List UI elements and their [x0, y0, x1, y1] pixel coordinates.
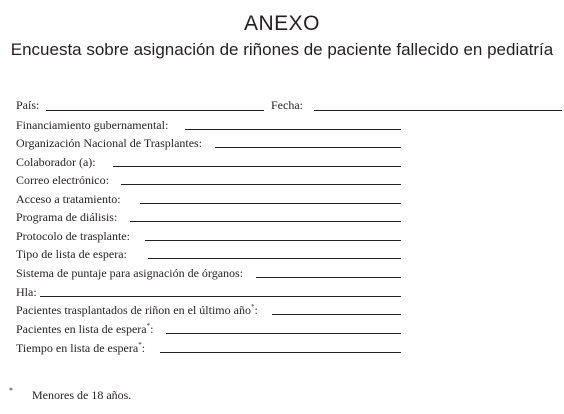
correo-label: Correo electrónico: [16, 173, 109, 187]
dialisis-label: Programa de diálisis: [16, 210, 118, 224]
trasplantados-colon: : [254, 303, 258, 317]
footnote-text: Menores de 18 años. [32, 388, 132, 402]
colaborador-line[interactable] [113, 166, 401, 167]
protocolo-line[interactable] [145, 240, 401, 241]
pacientes-lista-colon: : [150, 322, 154, 336]
fecha-label: Fecha: [271, 98, 303, 112]
hla-label: Hla: [16, 285, 37, 299]
trasplantados-line[interactable] [272, 314, 401, 315]
trasplantados-label [16, 303, 258, 317]
tiempo-lista-text: Tiempo en lista de espera [16, 341, 139, 355]
protocolo-label: Protocolo de trasplante: [16, 229, 130, 243]
correo-line[interactable] [121, 184, 401, 185]
annex-title: ANEXO [243, 12, 321, 35]
trasplantados-text: Pacientes trasplantados de riñon en el último año [16, 303, 251, 317]
acceso-label: Acceso a tratamiento: [16, 192, 121, 206]
pais-label: País: [16, 98, 40, 112]
hla-line[interactable] [40, 296, 401, 297]
trasplantados-asterisk: * [250, 303, 255, 311]
dialisis-line[interactable] [130, 221, 401, 222]
tiempo-lista-asterisk: * [138, 341, 142, 349]
acceso-line[interactable] [140, 203, 401, 204]
fecha-line[interactable] [314, 110, 562, 111]
financiamiento-label: Financiamiento gubernamental: [16, 118, 169, 132]
organizacion-label: Organización Nacional de Trasplantes: [16, 136, 203, 150]
pais-line[interactable] [46, 110, 264, 111]
pacientes-lista-line[interactable] [166, 333, 401, 334]
footnote-marker: * [9, 386, 13, 395]
sistema-puntaje-label: Sistema de puntaje para asignación de órganos: [16, 266, 244, 280]
financiamiento-line[interactable] [185, 129, 401, 130]
tiempo-lista-line[interactable] [160, 352, 401, 353]
survey-subtitle: Encuesta sobre asignación de riñones de paciente fallecido en pediatría [10, 40, 554, 59]
tiempo-lista-colon: : [141, 341, 146, 355]
tipo-lista-line[interactable] [148, 258, 401, 259]
pacientes-lista-label [16, 322, 153, 336]
pacientes-lista-asterisk: * [146, 322, 151, 330]
tipo-lista-label: Tipo de lista de espera: [16, 247, 127, 261]
sistema-puntaje-line[interactable] [256, 277, 401, 278]
tiempo-lista-label [16, 341, 145, 355]
colaborador-label: Colaborador (a): [16, 155, 96, 169]
pacientes-lista-text: Pacientes en lista de espera [16, 322, 147, 336]
organizacion-line[interactable] [215, 147, 401, 148]
